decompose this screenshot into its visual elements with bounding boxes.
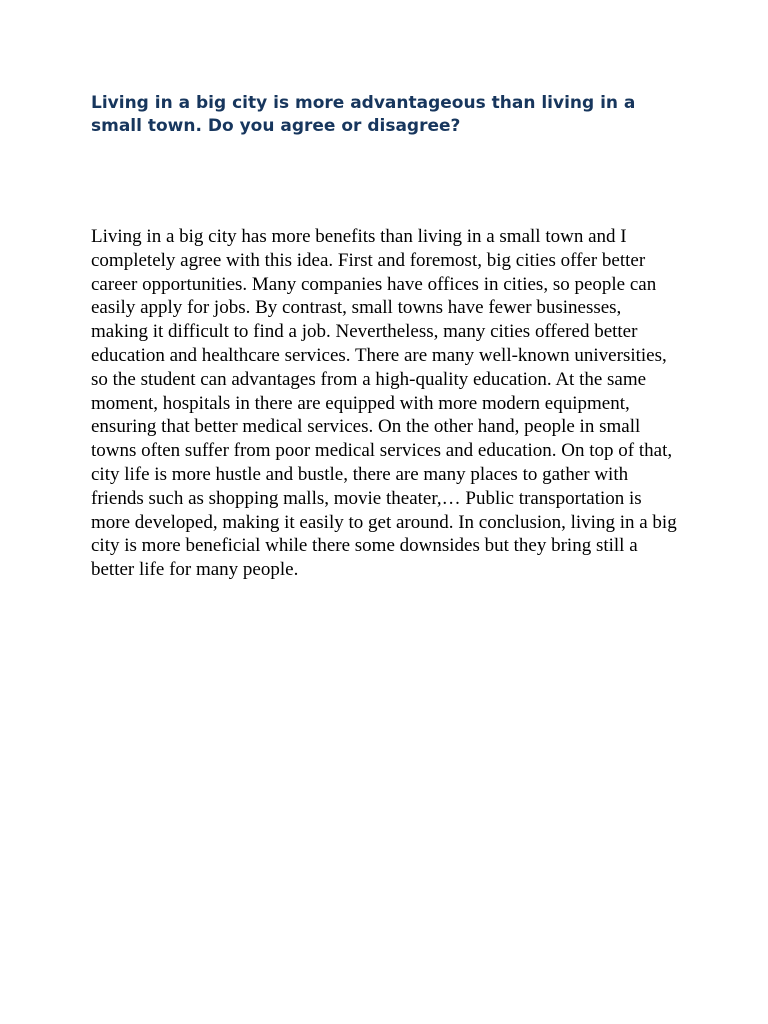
essay-title: Living in a big city is more advantageous than living in a small town. Do you agree or disagree? <box>91 93 636 136</box>
essay-body-paragraph: Living in a big city has more benefits than living in a small town and I completely agree with this idea. First and foremost, big cities offer better career opportunities. Many companies have offices in cities, so people can easily apply for jobs. By contrast, small towns have fewer businesses, making it difficult to find a job. Nevertheless, many cities offered better education and healthcare services. There are many well-known universities, so the student can advantages from a high-quality education. At the same moment, hospitals in there are equipped with more modern equipment, ensuring that better medical services. On the other hand, people in small towns often suffer from poor medical services and education. On top of that, city life is more hustle and bustle, there are many places to gather with friends such as shopping malls, movie theater,… Public transportation is more developed, making it easily to get around. In conclusion, living in a big city is more beneficial while there some downsides but they bring still a better life for many people. <box>91 226 677 581</box>
